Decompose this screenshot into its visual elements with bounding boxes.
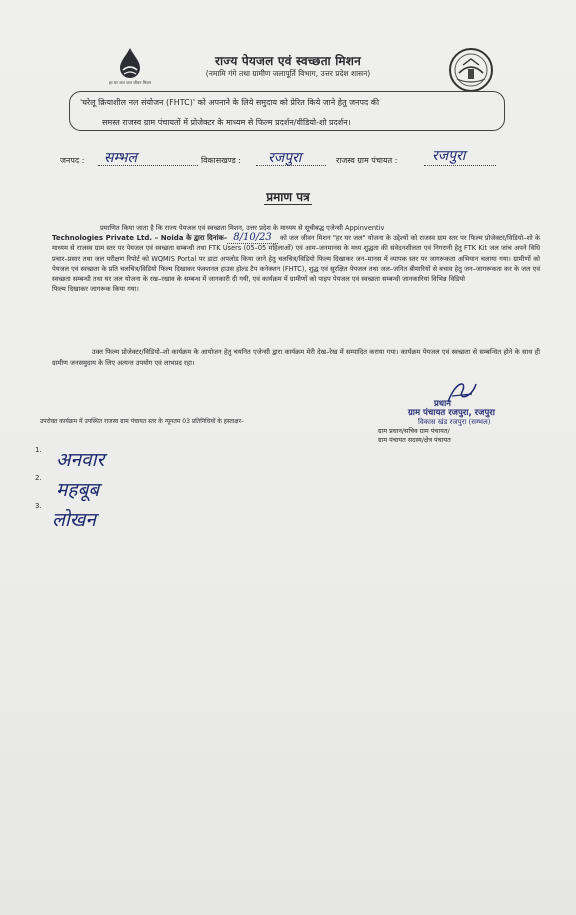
certificate-paragraph-2: उक्त फिल्म प्रोजेक्टर/विडियो–शो कार्यक्रम के आयोजन हेतु चयनित एजेन्सी द्वारा कार्यक्रम मेरी देख–रेख में सम्पादित कराया गया। कार्यक्रम पेयजल एवं स्वच्छता से सम्बन्धित होने के साथ ही ग्रामीण जनसमुदाय के लिए अत्यन्त उपयोग एवं लाभप्रद रहा। [52, 348, 540, 367]
signature-3: लोखन [52, 509, 96, 531]
seal-line-1: प्रधान [434, 399, 451, 409]
designation-line-2: ग्राम पंचायत सदस्य/क्षेत्र पंचायत [378, 436, 451, 444]
sig-number-2: 2. [35, 474, 42, 482]
document-title: राज्य पेयजल एवं स्वच्छता मिशन [215, 54, 361, 68]
banner-line-2: समस्त राजस्व ग्राम पंचायतों में प्रोजेक्टर के माध्यम से फिल्म प्रदर्शन/वीडियो-शो प्रदर्शन। [102, 118, 351, 127]
gp-value: रजपुरा [432, 148, 466, 164]
logo-caption: हर घर जल जल जीवन मिशन [108, 80, 152, 85]
seal-line-3: विकास खंड रजपुरा (सम्भल) [418, 418, 491, 426]
block-value: रजपुरा [268, 150, 302, 166]
block-label: विकासखण्ड : [201, 156, 242, 165]
sig-number-1: 1. [35, 446, 42, 454]
gp-label: राजस्व ग्राम पंचायत : [336, 156, 398, 165]
district-label: जनपद : [60, 156, 85, 165]
designation-line-1: ग्राम प्रधान/सचिव ग्राम पंचायत/ [378, 427, 450, 435]
district-value: सम्भल [104, 150, 137, 166]
body-line-1: प्रमाणित किया जाता है कि राज्य पेयजल एवं स्वच्छता मिशन, उत्तर प्रदेश के माध्यम से सूचीबद्ध एजेन्सी Appinventiv [100, 224, 385, 232]
document-subtitle: (नमामि गंगे तथा ग्रामीण जलापूर्ति विभाग, उत्तर प्रदेश शासन) [205, 69, 371, 78]
signature-1: अनवार [56, 449, 105, 471]
pradhan-signature-icon [442, 378, 482, 406]
signature-2: महबूब [56, 479, 100, 501]
certificate-body [52, 223, 540, 294]
program-date: 8/10/23 [227, 232, 278, 244]
location-fields [60, 149, 530, 169]
banner-line-1: 'घरेलू क्रियाशील नल संयोजन (FHTC)' को अपनाने के लिये समुदाय को प्रेरित किये जाने हेतु जनपद की [80, 98, 380, 107]
certificate-heading: प्रमाण पत्र [266, 190, 310, 204]
seal-line-2: ग्राम पंचायत रजपुरा, रजपुरा [408, 408, 495, 418]
body-line-2: Technologies Private Ltd. – Noida के द्वारा दिनांक– 8/10/23 को जल जीवन मिशन "हर घर जल" योजना के उद्देश्यों को राजस्व ग्राम स्तर पर फिल्म प्रोजेक्टर/विडियो–शो के माध्यम से राजस्व ग्राम स्तर पर पेयजल एवं स्वच्छता सम्बन्धी तथा FTK Users (05–05 महिलाओं) एवं आम–जनमानस के मध्य शुद्धता की संवेदनशीलता एवं निगरानी हेतु FTK Kit जल जांच अपने विधि प्रचार–प्रसार तथा जल परीक्षण रिपोर्ट को WQMIS Portal पर डाटा अपलोड किया जाने हेतु चलचित्र/विडियो फिल्म दिखाकर जन–मानस में व्यापक स्तर पर जागरूकता अभियान चलाया गया। ग्रामीणों को पेयजल एवं स्वच्छता के प्रति चलचित्र/विडियो फिल्म दिखाकर फंक्शनल हाउस होल्ड टैप कनेक्शन (FHTC), शुद्ध एवं सुरक्षित पेयजल तथा जल–जनित बीमारियों से बचाव हेतु जन–जागरूकता कर के जल एवं स्वच्छता सम्बन्धी तथा घर जल योजना के रख–रखाव के सम्बन्ध में जानकारी दी गयी, एवं कार्यक्रम में ग्रामीणों को पाइप पेयजल एवं स्वच्छता सम्बन्धी जानकारियां विभिन्न विडियो [52, 232, 540, 284]
body-line-last: फिल्म दिखाकर जागरूक किया गया। [52, 285, 139, 294]
program-banner [69, 91, 505, 131]
signatories-intro: उपरोक्त कार्यक्रम में उपस्थित राजस्व ग्राम पंचायत स्तर के न्यूनतम 03 प्रतिनिधियों के हस्ताक्षर– [40, 418, 245, 425]
sig-number-3: 3. [35, 502, 42, 510]
pradhan-signature-block [378, 400, 548, 445]
